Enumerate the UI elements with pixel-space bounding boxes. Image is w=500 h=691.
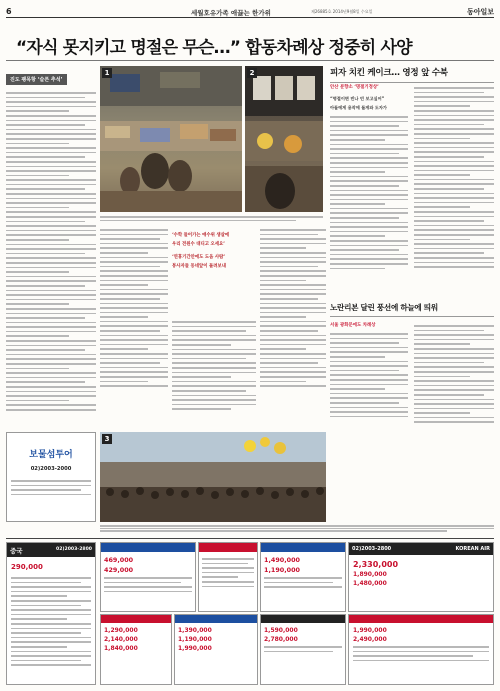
ad-price-10: 1,390,000 bbox=[178, 627, 212, 634]
travel-ad-left-price: 290,000 bbox=[11, 563, 43, 571]
left-story-body bbox=[6, 89, 96, 429]
edition-info: 제26885호 2014년9월8일 수요일 bbox=[311, 9, 373, 14]
travel-ad-right-price: 2,330,000 bbox=[353, 560, 399, 569]
photo-caption-1 bbox=[100, 214, 323, 222]
page-number: 6 bbox=[6, 7, 12, 16]
travel-ad-right-phone: 02)2003-2800 bbox=[352, 546, 392, 552]
ad-price-5: 1,890,000 bbox=[353, 571, 387, 578]
pull-quote-line3: ‘연휴기간안에도 도움 사람’ bbox=[172, 255, 226, 260]
ad-cell-4 bbox=[348, 542, 494, 612]
center-col-2 bbox=[172, 318, 256, 426]
ad-price-9: 1,840,000 bbox=[104, 645, 138, 652]
ad-cell-8 bbox=[348, 614, 494, 685]
ad-price-12: 1,990,000 bbox=[178, 645, 212, 652]
photo-caption-2 bbox=[100, 524, 494, 534]
photo-badge-3: 3 bbox=[102, 434, 112, 444]
ad-price-15: 1,990,000 bbox=[353, 627, 387, 634]
ad-price-13: 1,590,000 bbox=[264, 627, 298, 634]
ad-rule bbox=[6, 538, 494, 539]
ad-price-2: 429,000 bbox=[104, 566, 134, 574]
pull-quote-line1: ‘수학 들어가는 애수위 생살에 bbox=[172, 233, 230, 238]
travel-ad-china-label: 중국 bbox=[10, 547, 23, 555]
ad-price-6: 1,480,000 bbox=[353, 580, 387, 587]
right-story-1-right-col bbox=[414, 84, 494, 298]
ad-cell-7 bbox=[260, 614, 346, 685]
ad-cell-3 bbox=[260, 542, 346, 612]
photo-memorial-art bbox=[245, 66, 323, 212]
center-col-1 bbox=[100, 226, 168, 426]
right-story-1-title: 피자 치킨 케이크… 영정 앞 수북 bbox=[330, 68, 448, 78]
photo-badge-1: 1 bbox=[102, 68, 112, 78]
photo-gymnasium-art bbox=[100, 66, 242, 212]
right-story-2-rule bbox=[330, 316, 494, 317]
ad-price-4: 1,190,000 bbox=[264, 566, 300, 574]
center-col-3 bbox=[260, 226, 326, 426]
ad-price-7: 1,290,000 bbox=[104, 627, 138, 634]
photo-badge-2: 2 bbox=[247, 68, 257, 78]
photo-gwanghwamun-rally bbox=[100, 432, 326, 522]
page-header bbox=[6, 6, 494, 18]
travel-ad-right-airline: KOREAN AIR bbox=[455, 546, 490, 552]
headline-rule bbox=[6, 60, 494, 61]
right-story-2-title: 노란리본 달린 풍선에 하늘에 띄워 bbox=[330, 303, 438, 312]
pull-quote bbox=[172, 232, 256, 314]
left-story bbox=[6, 66, 96, 428]
ad-price-8: 2,140,000 bbox=[104, 636, 138, 643]
ad-price-1: 469,000 bbox=[104, 556, 134, 564]
ad-cell-1 bbox=[100, 542, 196, 612]
right-story-1-subhead3: 아들에게 용작에 둘게와 도자가 bbox=[330, 105, 387, 110]
travel-ad-left bbox=[6, 432, 96, 522]
section-title: 세월호유가족 애끓는 한가위 bbox=[191, 9, 271, 17]
pull-quote-line2: 우리 전원수 대디고 오세요’ bbox=[172, 242, 225, 247]
right-story-1-subhead2: “명절이면 빈나 빈 보고싶어” bbox=[330, 96, 385, 101]
right-story-1 bbox=[330, 66, 494, 298]
right-story-1-left-col bbox=[330, 84, 408, 298]
right-story-2-subhead: 서울 광화문에도 차례상 bbox=[330, 323, 376, 328]
ad-price-14: 2,780,000 bbox=[264, 636, 298, 643]
ad-price-16: 2,490,000 bbox=[353, 636, 387, 643]
right-story-2-col-1 bbox=[330, 322, 408, 428]
ad-cell-6 bbox=[174, 614, 258, 685]
travel-ad-left-brand: 보물섬투어 bbox=[29, 450, 73, 460]
photo-rally-art bbox=[100, 432, 326, 522]
photo-memorial bbox=[245, 66, 323, 212]
ad-price-11: 1,190,000 bbox=[178, 636, 212, 643]
photo-gymnasium bbox=[100, 66, 242, 212]
travel-ad-china bbox=[6, 542, 96, 685]
travel-ad-china-phone: 02)2003-2800 bbox=[56, 547, 92, 552]
right-story-1-subhead1: 안산 분향소 ‘명절기정상’ bbox=[330, 85, 379, 90]
ad-cell-5 bbox=[100, 614, 172, 685]
main-headline: “자식 못지키고 명절은 무슨…” 합동차례상 정중히 사양 bbox=[16, 38, 412, 58]
ad-cell-2 bbox=[198, 542, 258, 612]
ad-price-3: 1,490,000 bbox=[264, 556, 300, 564]
right-story-2-col-2 bbox=[414, 322, 494, 428]
travel-ad-left-phone: 02)2003-2000 bbox=[30, 466, 72, 472]
masthead: 동아일보 bbox=[466, 8, 494, 16]
left-story-kicker: 진도 팽목항 ‘슬픈 추석’ bbox=[6, 74, 67, 85]
pull-quote-line4: 봉사자들 동네앞이 돌려보내 bbox=[172, 264, 226, 269]
